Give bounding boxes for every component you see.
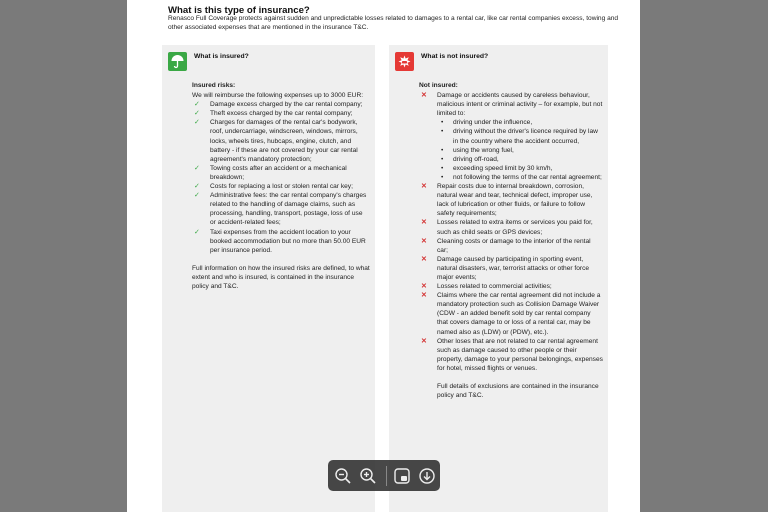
insured-title: What is insured? <box>194 53 249 60</box>
pdf-page <box>127 0 640 512</box>
list-item: ✕ Losses related to commercial activities; <box>421 283 552 291</box>
download-icon <box>418 467 436 485</box>
not-insured-footer: Full details of exclusions are contained in the insurance policy and T&C. <box>437 383 599 400</box>
sub-list-item: • driving off-road, <box>437 155 603 164</box>
sub-list <box>437 118 603 182</box>
sub-list-item: • exceeding speed limit by 30 km/h, <box>437 164 603 173</box>
cross-icon: ✕ <box>421 183 427 191</box>
cross-icon: ✕ <box>421 237 427 245</box>
not-insured-list <box>419 91 603 373</box>
insured-lead: We will reimburse the following expenses up to 3000 EUR: <box>192 92 364 100</box>
car-crash-icon <box>395 52 414 71</box>
list-item: ✕ Damage or accidents caused by careless behaviour, malicious intent or criminal activity – for example, but not limited to: • driving under the influence, • driving without the driver's licence required by law in the country where the accident occurred, • using the wrong fuel, • driving off-road, • exceeding speed limit by 30 km/h, • not following the terms of the car rental agreement; <box>419 91 603 182</box>
not-insured-title: What is not insured? <box>421 53 489 60</box>
cross-icon: ✕ <box>421 219 427 227</box>
check-icon: ✓ <box>194 192 200 200</box>
check-icon: ✓ <box>194 110 200 118</box>
list-item: ✕ Other loses that are not related to car rental agreement such as damage caused to other people or their property, damage to your personal belongings, expenses for hotel, missed flights or venues. <box>421 337 603 372</box>
list-item: ✕ Repair costs due to internal breakdown, corrosion, natural wear and tear, technical defect, improper use, lack of lubrication or other fluids, or failure to follow safety requirements; <box>421 183 593 218</box>
fit-page-icon <box>393 467 411 485</box>
zoom-out-icon <box>334 467 352 485</box>
cross-icon: ✕ <box>421 92 427 100</box>
not-insured-panel <box>389 45 608 512</box>
list-item: ✓ Administrative fees: the car rental company's charges related to the handling of damage claims, such as processing, handling, transport, postage, loss of use or accident-related fees; <box>194 192 367 227</box>
check-icon: ✓ <box>194 164 200 172</box>
insured-list <box>192 100 370 255</box>
check-icon: ✓ <box>194 183 200 191</box>
cross-icon: ✕ <box>421 283 427 291</box>
pdf-toolbar <box>328 460 440 491</box>
toolbar-divider <box>386 466 387 486</box>
list-item: ✓ Towing costs after an accident or a mechanical breakdown; <box>194 164 347 181</box>
fit-page-button[interactable] <box>390 464 413 488</box>
list-item: ✓ Damage excess charged by the car rental company; <box>194 101 363 109</box>
list-item: ✓ Theft excess charged by the car rental company; <box>194 110 353 118</box>
umbrella-icon <box>168 52 187 71</box>
sub-list-item: • driving without the driver's licence required by law in the country where the accident occurred, <box>437 127 603 145</box>
list-item: ✕ Damage caused by participating in sporting event, natural disasters, war, terrorist attacks or other force major events; <box>421 255 590 281</box>
zoom-out-button[interactable] <box>332 464 355 488</box>
check-icon: ✓ <box>194 119 200 127</box>
insured-panel <box>162 45 375 512</box>
download-button[interactable] <box>415 464 438 488</box>
sub-list-item: • using the wrong fuel, <box>437 146 603 155</box>
check-icon: ✓ <box>194 101 200 109</box>
cross-icon: ✕ <box>421 337 427 345</box>
page-heading: What is this type of insurance? <box>168 5 310 16</box>
check-icon: ✓ <box>194 228 200 236</box>
cross-icon: ✕ <box>421 292 427 300</box>
list-item: ✕ Cleaning costs or damage to the interior of the rental car; <box>421 237 591 254</box>
not-insured-subhead: Not insured: <box>419 82 458 89</box>
intro-paragraph: Renasco Full Coverage protects against sudden and unpredictable losses related to damages to a rental car, like car rental companies excess, towing and other associated expenses that are mentioned in the insurance T&C. <box>168 15 619 32</box>
cross-icon: ✕ <box>421 255 427 263</box>
sub-list-item: • not following the terms of the car rental agreement; <box>437 173 603 182</box>
zoom-in-button[interactable] <box>357 464 380 488</box>
list-item: ✓ Costs for replacing a lost or stolen rental car key; <box>194 183 353 191</box>
insured-footer: Full information on how the insured risks are defined, to what extent and who is insured, is contained in the insurance policy and T&C. <box>192 264 370 290</box>
sub-list-item: • driving under the influence, <box>437 118 603 127</box>
insured-subhead: Insured risks: <box>192 82 236 89</box>
zoom-in-icon <box>359 467 377 485</box>
list-item: ✓ Charges for damages of the rental car's bodywork, roof, undercarriage, windscreen, windows, mirrors, locks, wheels tires, hubcaps, engine, clutch, and battery - if these are not covered by your car rental agreement's mandatory protection; <box>194 119 358 163</box>
list-item: ✓ Taxi expenses from the accident location to your booked accommodation but no more than 50.00 EUR per insurance period. <box>194 228 366 254</box>
list-item: ✕ Losses related to extra items or services you paid for, such as child seats or GPS devices; <box>421 219 593 236</box>
list-item: ✕ Claims where the car rental agreement did not include a mandatory protection such as Collision Damage Waiver (CDW - an added benefit sold by car rental company that covers damage to or loss of a rental car, may be named also as (LDW) or (PDW), etc.). <box>421 292 601 336</box>
